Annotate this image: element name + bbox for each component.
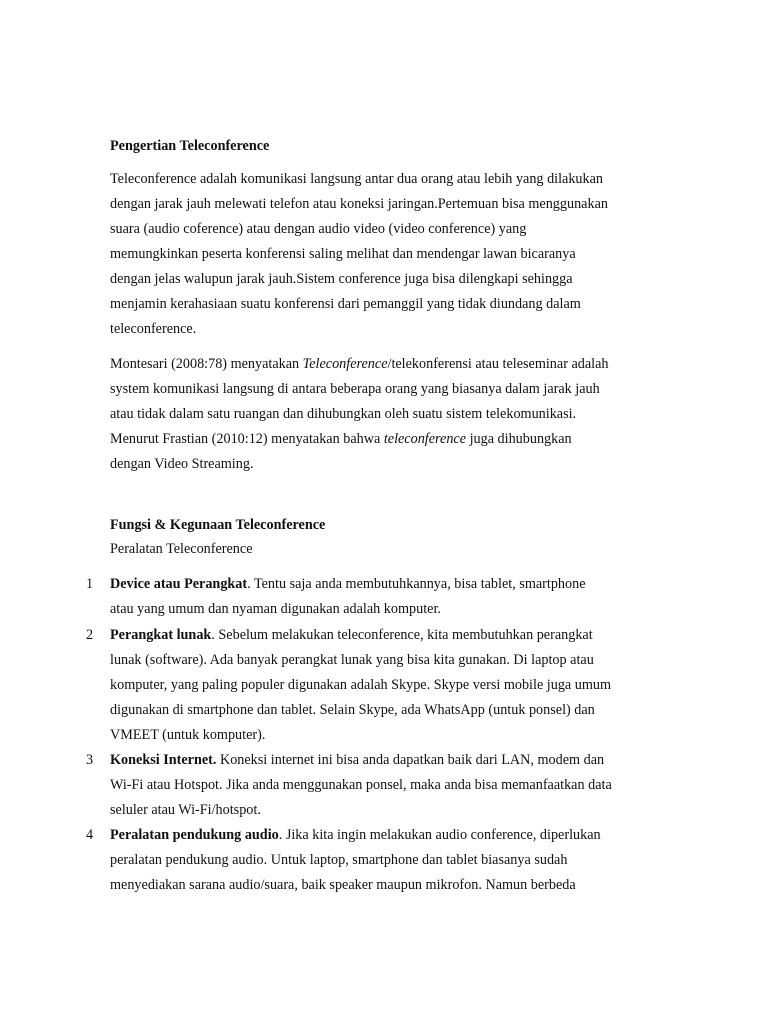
list-item-line: VMEET (untuk komputer). [110, 727, 266, 743]
paragraph-line: teleconference. [110, 321, 197, 337]
list-item-title: Device atau Perangkat [110, 576, 248, 592]
italic-term: Teleconference [302, 356, 388, 372]
heading-pengertian: Pengertian Teleconference [110, 138, 270, 154]
list-item-line: komputer, yang paling populer digunakan adalah Skype. Skype versi mobile juga umum [110, 677, 612, 693]
list-number: 2 [86, 627, 94, 643]
paragraph-line: suara (audio coference) atau dengan audio video (video conference) yang [110, 221, 527, 237]
italic-term: teleconference [383, 431, 467, 447]
list-item-line: lunak (software). Ada banyak perangkat lunak yang bisa kita gunakan. Di laptop atau [110, 652, 594, 668]
list-item-title: Koneksi Internet. [110, 752, 217, 768]
list-item-first-line [110, 827, 601, 844]
heading-fungsi: Fungsi & Kegunaan Teleconference [110, 517, 326, 533]
list-item-title: Peralatan pendukung audio [110, 827, 279, 843]
paragraph-line: memungkinkan peserta konferensi saling melihat dan mendengar lawan bicaranya [110, 246, 576, 262]
list-number: 1 [86, 576, 94, 592]
paragraph-line [110, 356, 608, 373]
paragraph-line: Teleconference adalah komunikasi langsung antar dua orang atau lebih yang dilakukan [110, 171, 604, 187]
list-item-line: digunakan di smartphone dan tablet. Selain Skype, ada WhatsApp (untuk ponsel) dan [110, 702, 595, 718]
paragraph-line: dengan jelas walupun jarak jauh.Sistem conference juga bisa dilengkapi sehingga [110, 271, 573, 287]
list-item-first-line [110, 752, 604, 769]
list-item-line: peralatan pendukung audio. Untuk laptop, smartphone dan tablet biasanya sudah [110, 852, 568, 868]
text-run: . Sebelum melakukan teleconference, kita membutuhkan perangkat [211, 627, 593, 643]
text-run: Koneksi internet ini bisa anda dapatkan baik dari LAN, modem dan [216, 752, 605, 768]
text-run: /telekonferensi atau teleseminar adalah [387, 356, 609, 372]
list-item-line: seluler atau Wi-Fi/hotspot. [110, 802, 261, 818]
list-number: 3 [86, 752, 94, 768]
text-run: . Tentu saja anda membutuhkannya, bisa tablet, smartphone [247, 576, 586, 592]
text-run: Montesari (2008:78) menyatakan [110, 356, 303, 372]
paragraph-line: menjamin kerahasiaan suatu konferensi dari pemanggil yang tidak diundang dalam [110, 296, 581, 312]
paragraph-line: dengan jarak jauh melewati telefon atau koneksi jaringan.Pertemuan bisa menggunakan [110, 196, 608, 212]
text-run: juga dihubungkan [466, 431, 572, 447]
list-item-line: Wi-Fi atau Hotspot. Jika anda menggunakan ponsel, maka anda bisa memanfaatkan data [110, 777, 612, 793]
paragraph-line [110, 431, 572, 448]
text-run: Menurut Frastian (2010:12) menyatakan bahwa [110, 431, 384, 447]
list-item-line: atau yang umum dan nyaman digunakan adalah komputer. [110, 601, 441, 617]
paragraph-line: atau tidak dalam satu ruangan dan dihubungkan oleh suatu sistem telekomunikasi. [110, 406, 577, 422]
list-item-line: menyediakan sarana audio/suara, baik speaker maupun mikrofon. Namun berbeda [110, 877, 576, 893]
list-item-first-line [110, 627, 593, 644]
paragraph-line: system komunikasi langsung di antara beberapa orang yang biasanya dalam jarak jauh [110, 381, 600, 397]
list-number: 4 [86, 827, 94, 843]
subheading-peralatan: Peralatan Teleconference [110, 541, 253, 557]
text-run: . Jika kita ingin melakukan audio conference, diperlukan [278, 827, 601, 843]
paragraph-line: dengan Video Streaming. [110, 456, 254, 472]
list-item-first-line [110, 576, 586, 593]
list-item-title: Perangkat lunak [110, 627, 212, 643]
